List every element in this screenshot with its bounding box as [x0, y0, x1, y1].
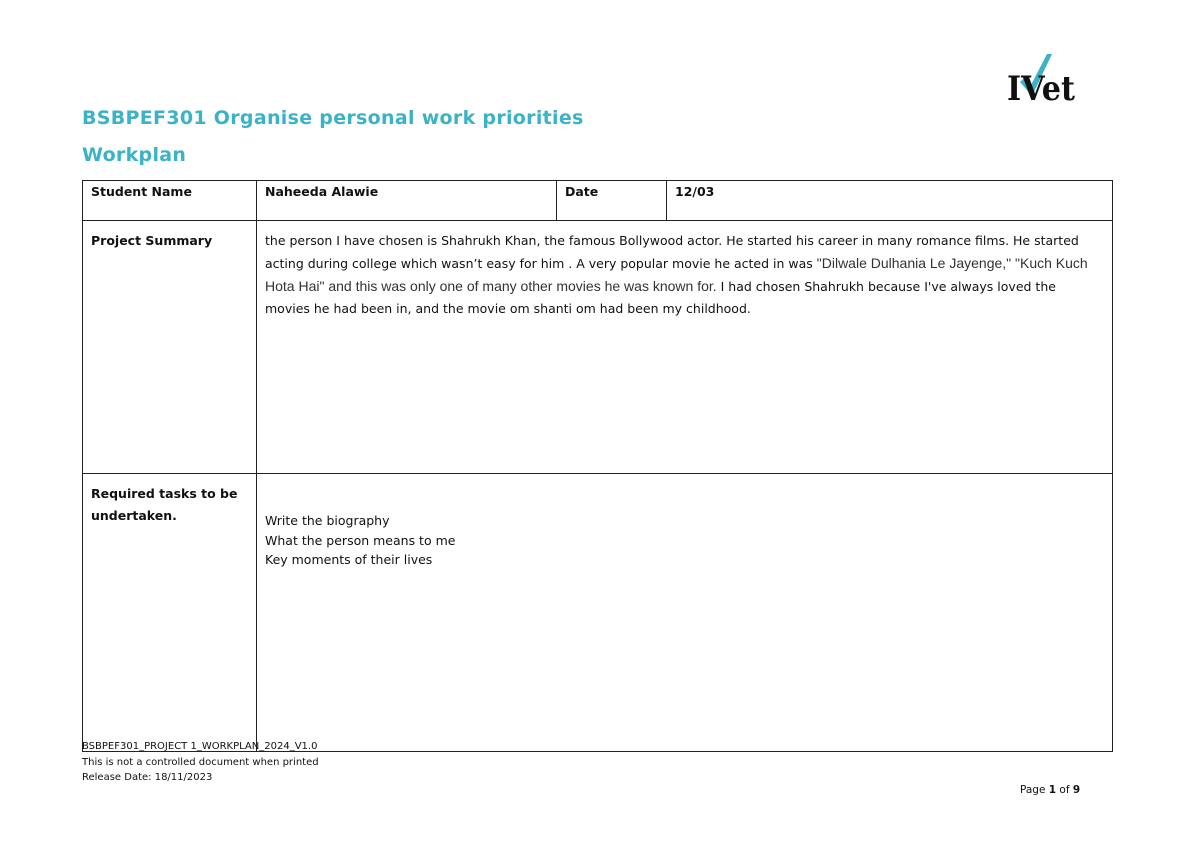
page-number: [1020, 784, 1080, 796]
footer-doc-code: BSBPEF301_PROJECT 1_WORKPLAN_2024_V1.0: [82, 741, 318, 752]
project-summary-text: [265, 221, 1104, 320]
summary-part-2: "Dilwale Dulhania Le Jayenge," "Kuch Kuch Hota Hai" and this was only one of many other movies he was known for.: [265, 255, 1088, 294]
date-value[interactable]: 12/03: [667, 181, 1113, 221]
table-row: [83, 474, 1113, 752]
workplan-table: [82, 180, 1113, 752]
student-name-label: Student Name: [83, 181, 257, 221]
summary-part-1: the person I have chosen is Shahrukh Khan, the famous Bollywood actor. He started his career in many romance films. He started acting during college which wasn’t easy for him . A very popular movie he acted in was: [265, 233, 1079, 271]
logo-text: IVet: [1007, 69, 1076, 106]
project-summary-cell[interactable]: [257, 221, 1113, 474]
list-item: What the person means to me: [265, 532, 456, 548]
page-current: 1: [1048, 784, 1057, 796]
page-label: Page: [1020, 784, 1046, 796]
student-name-value[interactable]: Naheeda Alawie: [257, 181, 557, 221]
required-tasks-label: Required tasks to be undertaken.: [83, 474, 257, 752]
table-row: [83, 181, 1113, 221]
list-item: Key moments of their lives: [265, 552, 433, 567]
date-label: Date: [557, 181, 667, 221]
page-total: 9: [1072, 784, 1081, 796]
task-list: [265, 474, 1104, 570]
document-subtitle: Workplan: [82, 144, 187, 166]
document-title: BSBPEF301 Organise personal work priorities: [82, 107, 584, 129]
footer-release-date: Release Date: 18/11/2023: [82, 772, 213, 783]
required-tasks-cell[interactable]: [257, 474, 1113, 752]
page-of: of: [1059, 784, 1070, 796]
list-item: Write the biography: [265, 513, 390, 528]
project-summary-label: Project Summary: [83, 221, 257, 474]
footer-notice: This is not a controlled document when printed: [82, 756, 319, 768]
ivet-logo: [1006, 52, 1080, 106]
table-row: [83, 221, 1113, 474]
document-footer: [82, 739, 319, 786]
summary-part-3: I had chosen Shahrukh because I've always loved the movies he had been in, and the movie om shanti om had been my childhood.: [265, 279, 1056, 316]
